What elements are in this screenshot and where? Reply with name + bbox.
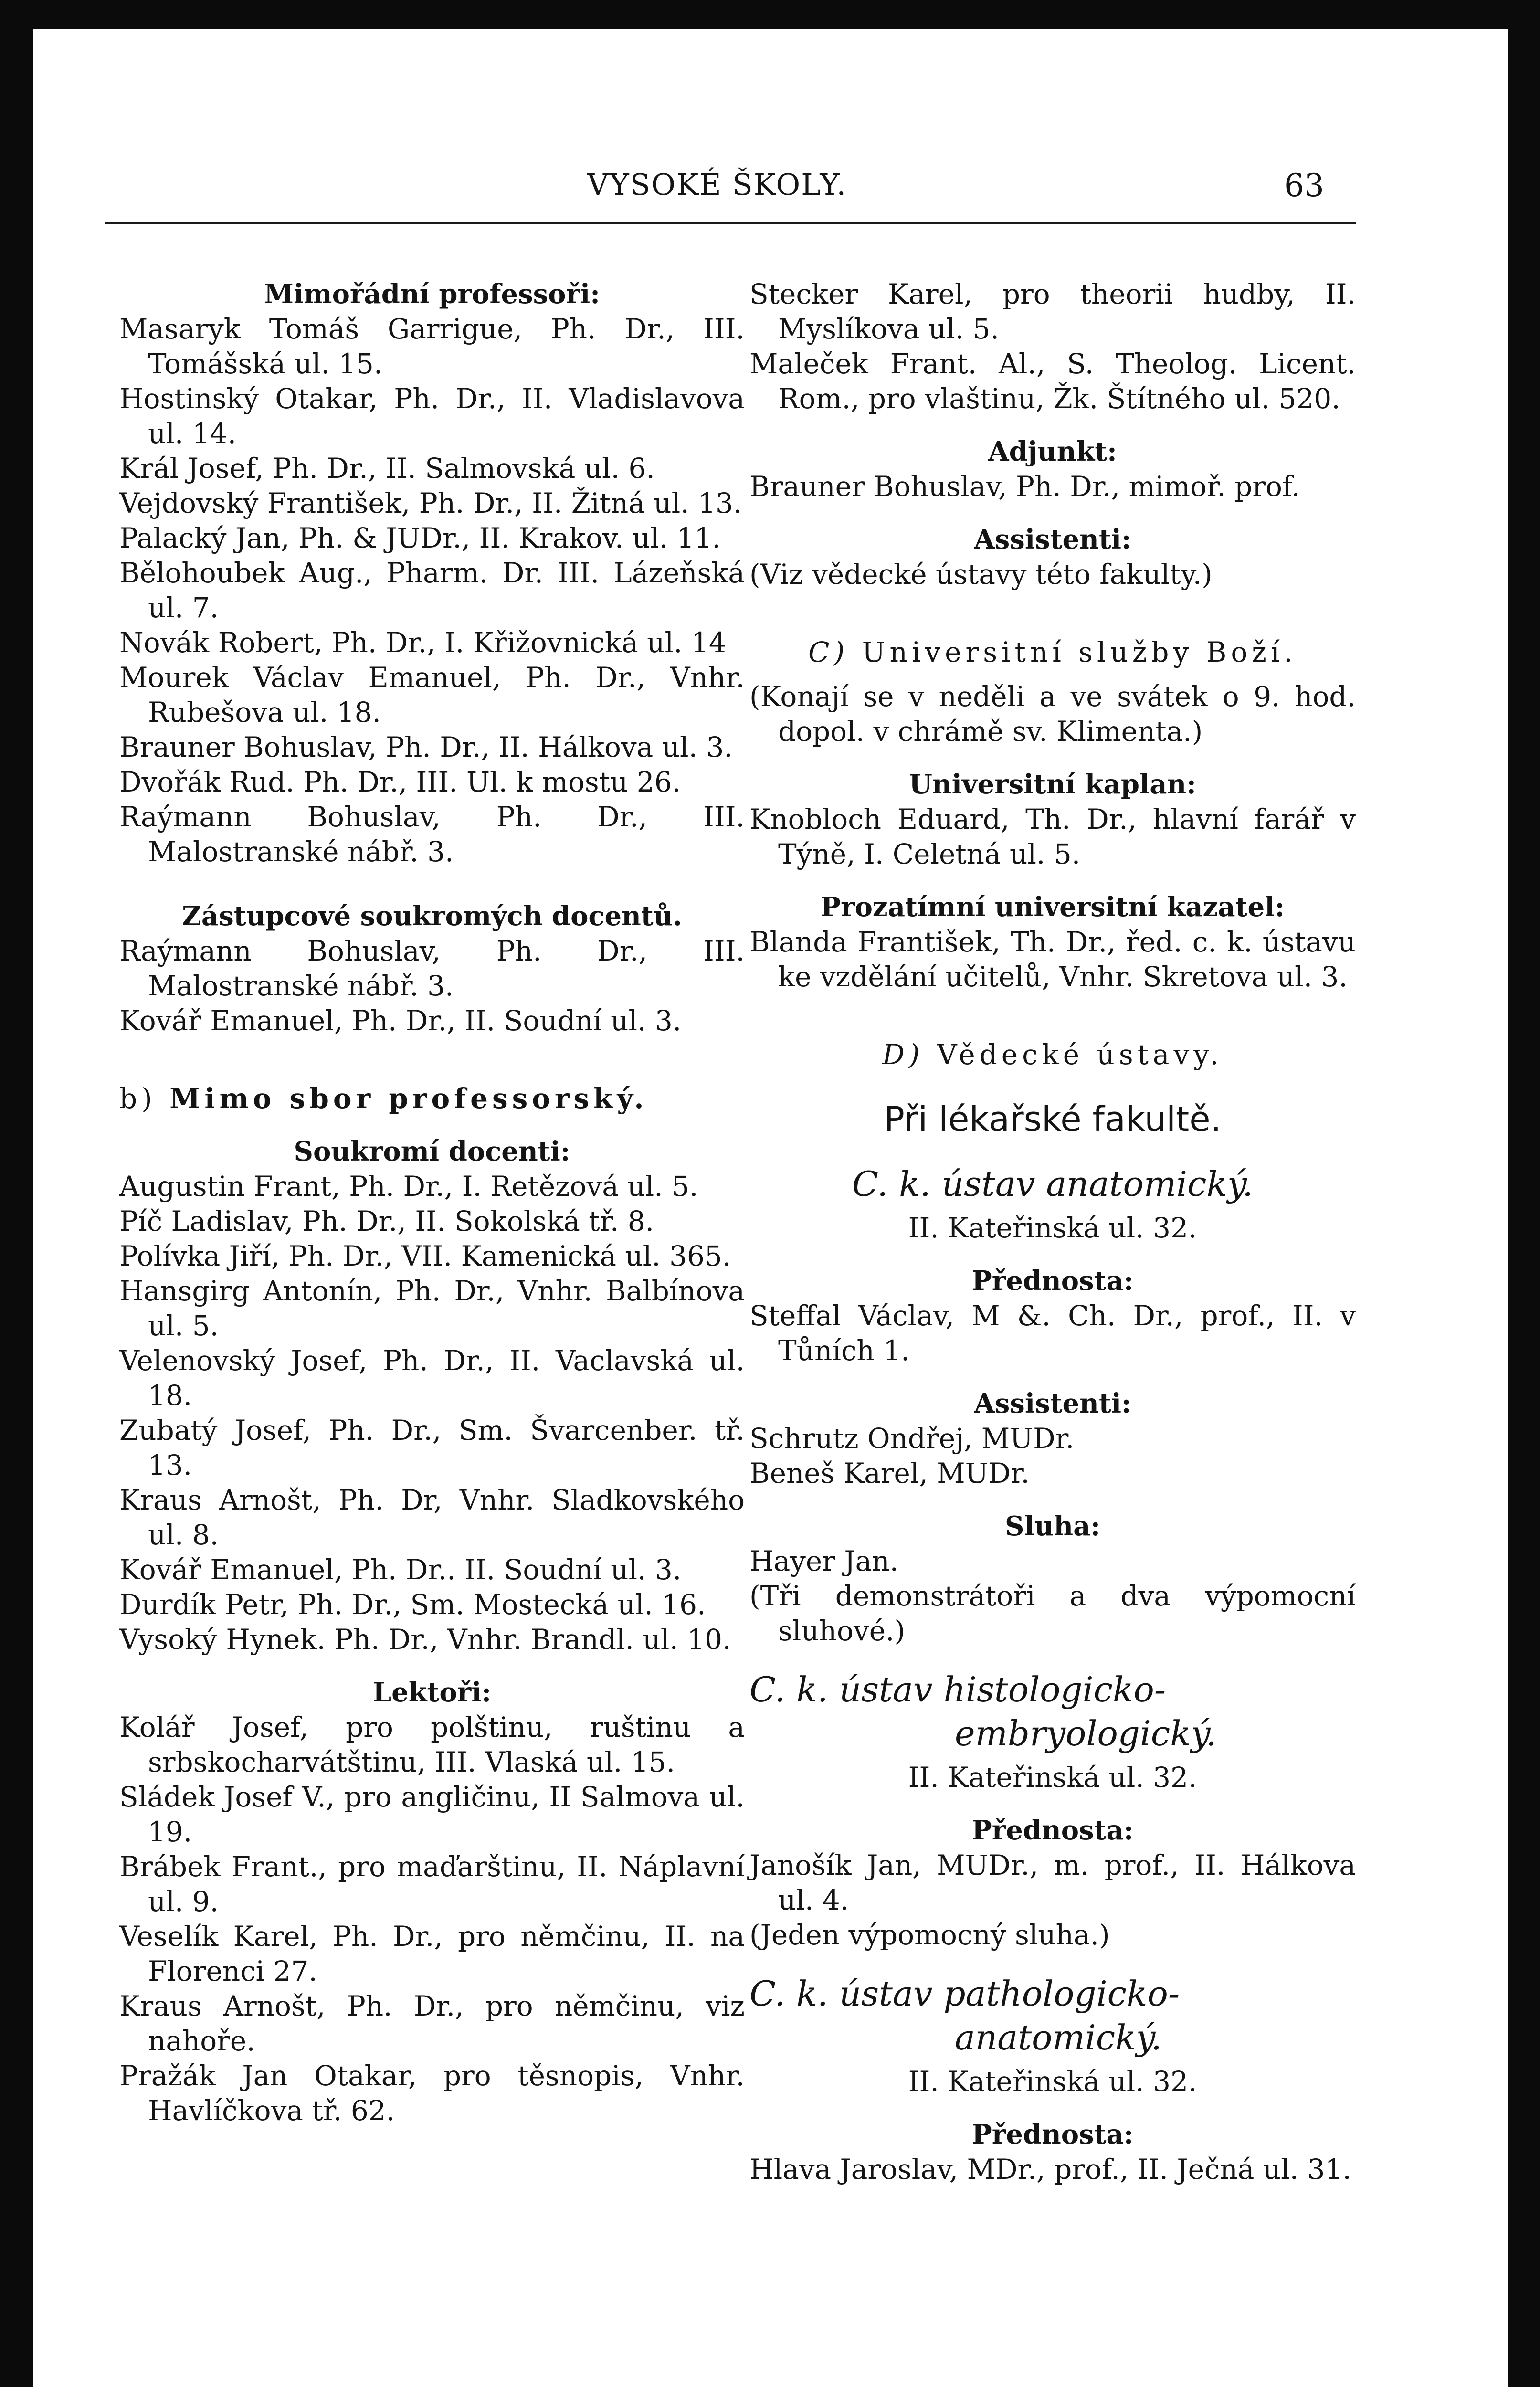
list-item: Masaryk Tomáš Garrigue, Ph. Dr., III. Tomášská ul. 15. bbox=[119, 313, 745, 380]
list-item: Raýmann Bohuslav, Ph. Dr., III. Malostranské nábř. 3. bbox=[119, 801, 745, 868]
right-column bbox=[749, 277, 1356, 2187]
institute-title: C. k. ústav pathologicko-anatomický. bbox=[749, 1974, 1180, 2058]
section-label: b) bbox=[119, 1082, 157, 1115]
list-item: Kovář Emanuel, Ph. Dr., II. Soudní ul. 3. bbox=[119, 1004, 682, 1037]
list-item: Stecker Karel, pro theorii hudby, II. Myslíkova ul. 5. bbox=[749, 278, 1356, 345]
list-item: Palacký Jan, Ph. & JUDr., II. Krakov. ul. 11. bbox=[119, 522, 721, 554]
institute-title: C. k. ústav anatomický. bbox=[852, 1164, 1254, 1204]
left-column bbox=[119, 277, 745, 2128]
list-item: Mourek Václav Emanuel, Ph. Dr., Vnhr. Rubešova ul. 18. bbox=[119, 661, 745, 729]
note: (Konají se v neděli a ve svátek o 9. hod. dopol. v chrámě sv. Klimenta.) bbox=[749, 680, 1356, 748]
heading-mimoradni-professori: Mimořádní professoři: bbox=[264, 278, 600, 310]
list-item: Steffal Václav, M &. Ch. Dr., prof., II. v Tůních 1. bbox=[749, 1299, 1356, 1367]
heading-adjunkt: Adjunkt: bbox=[988, 436, 1117, 467]
institute-address: II. Kateřinská ul. 32. bbox=[908, 1212, 1197, 1244]
heading-assistenti: Assistenti: bbox=[974, 524, 1131, 555]
list-item: Dvořák Rud. Ph. Dr., III. Ul. k mostu 26. bbox=[119, 766, 681, 798]
list-item: Schrutz Ondřej, MUDr. bbox=[749, 1422, 1075, 1455]
list-item: Kraus Arnošt, Ph. Dr., pro němčinu, viz nahoře. bbox=[119, 1990, 745, 2057]
list-item: (Jeden výpomocný sluha.) bbox=[749, 1919, 1110, 1951]
list-item: Vejdovský František, Ph. Dr., II. Žitná ul. 13. bbox=[119, 487, 742, 519]
list-item: Píč Ladislav, Ph. Dr., II. Sokolská tř. 8. bbox=[119, 1205, 654, 1237]
book-page bbox=[33, 29, 1508, 2387]
list-item: Vysoký Hynek. Ph. Dr., Vnhr. Brandl. ul. 10. bbox=[119, 1623, 731, 1656]
heading-assistenti: Assistenti: bbox=[974, 1388, 1131, 1419]
list-item: Brauner Bohuslav, Ph. Dr., mimoř. prof. bbox=[749, 470, 1300, 503]
heading-prednosta: Přednosta: bbox=[971, 1815, 1134, 1846]
heading-zastupcove: Zástupcové soukromých docentů. bbox=[182, 900, 682, 932]
list-item: (Tři demonstrátoři a dva výpomocní sluhové.) bbox=[749, 1580, 1356, 1647]
section-heading-c bbox=[749, 635, 1356, 670]
list-item: Durdík Petr, Ph. Dr., Sm. Mostecká ul. 16. bbox=[119, 1588, 706, 1621]
list-item: Bělohoubek Aug., Pharm. Dr. III. Lázeňská ul. 7. bbox=[119, 557, 745, 624]
list-item: Raýmann Bohuslav, Ph. Dr., III. Malostranské nábř. 3. bbox=[119, 935, 745, 1002]
list-item: Augustin Frant, Ph. Dr., I. Retězová ul. 5. bbox=[119, 1170, 698, 1203]
section-title: Mimo sbor professorský. bbox=[169, 1082, 648, 1115]
faculty-title: Při lékařské fakultě. bbox=[884, 1099, 1222, 1139]
list-item: Kolář Josef, pro polštinu, ruštinu a srbskocharvátštinu, III. Vlaská ul. 15. bbox=[119, 1711, 745, 1778]
note: (Viz vědecké ústavy této fakulty.) bbox=[749, 558, 1213, 591]
heading-kaplan: Universitní kaplan: bbox=[909, 769, 1196, 800]
heading-prednosta: Přednosta: bbox=[971, 2119, 1134, 2150]
list-item: Zubatý Josef, Ph. Dr., Sm. Švarcenber. tř. 13. bbox=[119, 1414, 745, 1481]
list-item: Pražák Jan Otakar, pro těsnopis, Vnhr. Havlíčkova tř. 62. bbox=[119, 2060, 745, 2127]
heading-sluha: Sluha: bbox=[1004, 1510, 1101, 1542]
list-item: Brauner Bohuslav, Ph. Dr., II. Hálkova ul. 3. bbox=[119, 731, 733, 763]
heading-kazatel: Prozatímní universitní kazatel: bbox=[820, 891, 1285, 923]
page-number: 63 bbox=[1284, 167, 1324, 204]
list-item: Beneš Karel, MUDr. bbox=[749, 1457, 1030, 1489]
list-item: Blanda František, Th. Dr., řed. c. k. ústavu ke vzdělání učitelů, Vnhr. Skretova ul. 3. bbox=[749, 926, 1356, 993]
list-item: Král Josef, Ph. Dr., II. Salmovská ul. 6. bbox=[119, 452, 655, 485]
header-rule bbox=[105, 222, 1356, 224]
list-item: Maleček Frant. Al., S. Theolog. Licent. Rom., pro vlaštinu, Žk. Štítného ul. 520. bbox=[749, 348, 1356, 415]
list-item: Hostinský Otakar, Ph. Dr., II. Vladislavova ul. 14. bbox=[119, 382, 745, 450]
institute-address: II. Kateřinská ul. 32. bbox=[908, 1761, 1197, 1794]
list-item: Veselík Karel, Ph. Dr., pro němčinu, II. na Florenci 27. bbox=[119, 1920, 745, 1987]
list-item: Kraus Arnošt, Ph. Dr, Vnhr. Sladkovského ul. 8. bbox=[119, 1484, 745, 1551]
list-item: Brábek Frant., pro maďarštinu, II. Náplavní ul. 9. bbox=[119, 1850, 745, 1918]
heading-soukromi-docenti: Soukromí docenti: bbox=[294, 1136, 570, 1167]
list-item: Sládek Josef V., pro angličinu, II Salmova ul. 19. bbox=[119, 1781, 745, 1848]
list-item: Polívka Jiří, Ph. Dr., VII. Kamenická ul. 365. bbox=[119, 1240, 731, 1272]
institute-address: II. Kateřinská ul. 32. bbox=[908, 2065, 1197, 2098]
list-item: Novák Robert, Ph. Dr., I. Křižovnická ul. 14 bbox=[119, 626, 727, 659]
section-heading-b bbox=[119, 1081, 745, 1116]
list-item: Hlava Jaroslav, MDr., prof., II. Ječná ul. 31. bbox=[749, 2153, 1351, 2186]
section-title: Vědecké ústavy. bbox=[937, 1038, 1223, 1071]
institute-title: C. k. ústav histologicko-embryologický. bbox=[749, 1669, 1217, 1753]
section-heading-d bbox=[749, 1037, 1356, 1072]
list-item: Velenovský Josef, Ph. Dr., II. Vaclavská ul. 18. bbox=[119, 1344, 745, 1412]
list-item: Hansgirg Antonín, Ph. Dr., Vnhr. Balbínova ul. 5. bbox=[119, 1275, 745, 1342]
heading-prednosta: Přednosta: bbox=[971, 1265, 1134, 1297]
heading-lektori: Lektoři: bbox=[372, 1677, 492, 1708]
running-title: VYSOKÉ ŠKOLY. bbox=[587, 167, 847, 202]
section-title: Universitní služby Boží. bbox=[862, 636, 1297, 668]
list-item: Hayer Jan. bbox=[749, 1545, 899, 1577]
list-item: Kovář Emanuel, Ph. Dr.. II. Soudní ul. 3. bbox=[119, 1553, 682, 1586]
list-item: Janošík Jan, MUDr., m. prof., II. Hálkova ul. 4. bbox=[749, 1849, 1356, 1916]
section-label: D) bbox=[882, 1038, 924, 1071]
section-label: C) bbox=[808, 636, 849, 668]
list-item: Knobloch Eduard, Th. Dr., hlavní farář v Týně, I. Celetná ul. 5. bbox=[749, 803, 1356, 870]
